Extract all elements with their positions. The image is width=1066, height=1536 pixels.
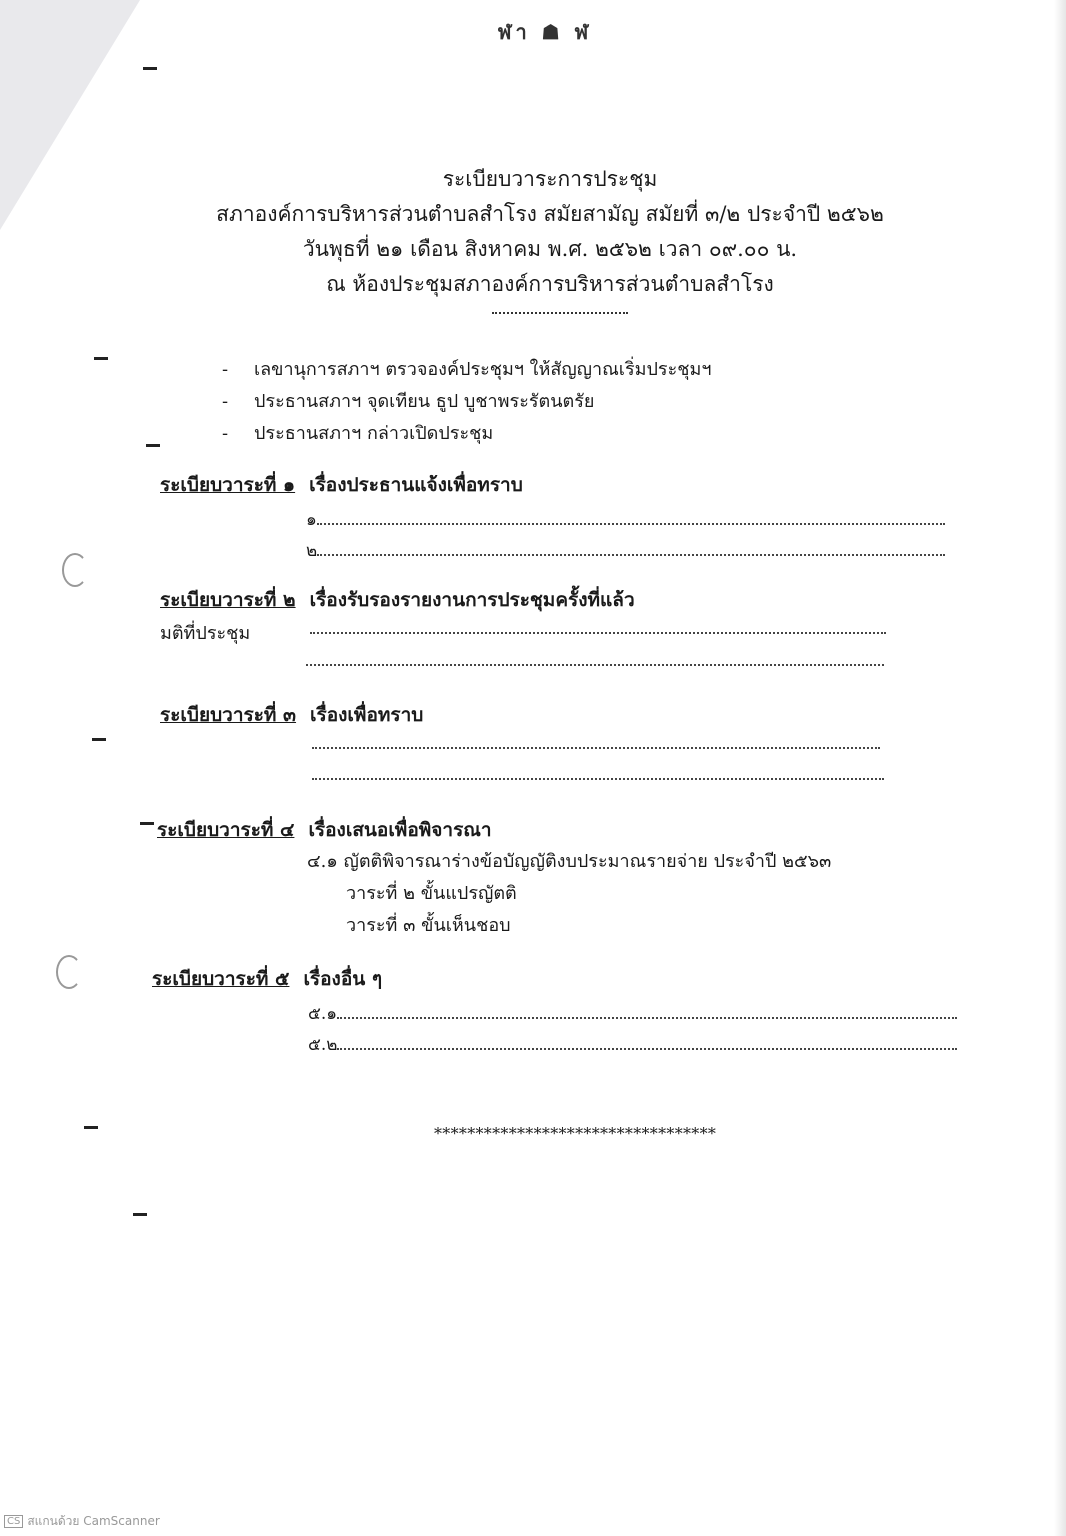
camscanner-icon: CS [4,1515,23,1528]
agenda-label: ระเบียบวาระที่ ๓ [160,704,297,726]
reading-2: วาระที่ ๒ ขั้นแปรญัตติ [346,883,517,904]
list-item: - เลขานุการสภาฯ ตรวจองค์ประชุมฯ ให้สัญญาณเริ่มประชุมฯ [222,359,712,380]
agenda-item-1 [160,470,523,500]
margin-tick [94,357,108,360]
punch-hole [62,553,88,587]
margin-tick [143,67,157,70]
scanner-watermark [4,1512,160,1531]
preliminary-list [222,354,711,450]
heading-council: สภาองค์การบริหารส่วนตำบลสำโรง สมัยสามัญ สมัยที่ ๓/๒ ประจำปี ๒๕๖๒ [216,202,884,226]
blank-line [312,747,880,749]
blank-line: ๕.๒ [308,1031,957,1058]
heading-separator [492,312,628,314]
margin-tick [133,1213,147,1216]
margin-tick [84,1126,98,1129]
blank-line: ๑ [306,506,945,533]
agenda-label: ระเบียบวาระที่ ๒ [160,589,296,611]
end-marker: ********************************** [434,1124,717,1143]
agenda-label: ระเบียบวาระที่ ๕ [152,968,290,990]
reading-3: วาระที่ ๓ ขั้นเห็นชอบ [346,915,511,936]
margin-tick [92,738,106,741]
margin-tick [140,822,154,825]
blank-line: ๕.๑ [308,1000,957,1027]
blank-line [312,778,884,780]
agenda-item-5 [152,964,382,994]
list-item: - ประธานสภาฯ กล่าวเปิดประชุม [222,423,494,444]
agenda-item-3 [160,700,423,730]
letterhead-mark: ฬา ☗ ฬ [497,20,593,44]
heading-venue: ณ ห้องประชุมสภาองค์การบริหารส่วนตำบลสำโรง [326,272,774,296]
agenda-title: เรื่องรับรองรายงานการประชุมครั้งที่แล้ว [309,589,635,611]
agenda-label: ระเบียบวาระที่ ๑ [160,474,296,496]
punch-hole [56,955,82,989]
agenda-title: เรื่องเสนอเพื่อพิจารณา [308,819,492,841]
blank-line: ๒ [306,537,945,564]
heading-date: วันพุธที่ ๒๑ เดือน สิงหาคม พ.ศ. ๒๕๖๒ เวลา ๐๙.๐๐ น. [302,237,798,261]
agenda-item-4 [157,815,492,845]
agenda-title: เรื่องอื่น ๆ [303,968,383,990]
heading-title: ระเบียบวาระการประชุม [442,167,658,191]
resolution-label: มติที่ประชุม [160,623,251,644]
agenda-item-2 [160,585,635,615]
agenda-title: เรื่องเพื่อทราบ [310,704,424,726]
sub-item: ๔.๑ ญัตติพิจารณาร่างข้อบัญญัติงบประมาณรายจ่าย ประจำปี ๒๕๖๓ [307,851,832,872]
agenda-heading [100,162,1000,302]
blank-line [310,632,886,634]
page-edge [1054,0,1066,1536]
agenda-title: เรื่องประธานแจ้งเพื่อทราบ [309,474,523,496]
margin-tick [146,444,160,447]
blank-line [306,664,884,666]
agenda-label: ระเบียบวาระที่ ๔ [157,819,295,841]
list-item: - ประธานสภาฯ จุดเทียน ธูป บูชาพระรัตนตรัย [222,391,595,412]
watermark-text: สแกนด้วย CamScanner [27,1514,160,1528]
